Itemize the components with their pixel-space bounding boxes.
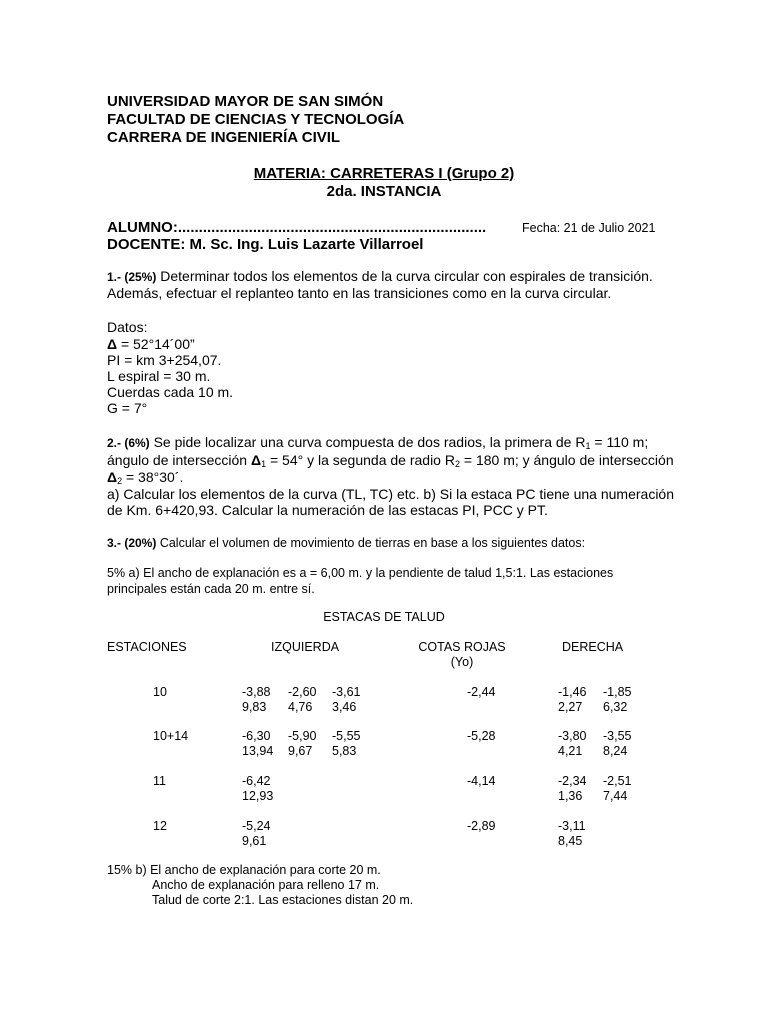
cell: 8,45 bbox=[558, 834, 583, 848]
cell: 4,21 bbox=[558, 744, 583, 758]
col-cotas: COTAS ROJAS bbox=[418, 640, 506, 654]
cell: -3,88 bbox=[242, 685, 271, 699]
cell: 13,94 bbox=[242, 744, 274, 758]
row-station: 10 bbox=[153, 685, 167, 699]
cell: -4,14 bbox=[467, 774, 496, 788]
cell: -3,80 bbox=[558, 729, 587, 743]
q1-datos-title: Datos: bbox=[107, 319, 148, 335]
teacher-name: DOCENTE: M. Sc. Ing. Luis Lazarte Villarroel bbox=[107, 236, 424, 253]
q3-para2: principales están cada 20 m. entre sí. bbox=[107, 582, 315, 596]
delta-symbol: Δ bbox=[107, 469, 118, 485]
cell: -1,46 bbox=[558, 685, 587, 699]
cell: -3,55 bbox=[603, 729, 632, 743]
q3-b-line2: Ancho de explanación para relleno 17 m. bbox=[152, 878, 380, 892]
q3-line1 bbox=[107, 535, 585, 551]
cell: -2,34 bbox=[558, 774, 587, 788]
q1-lespiral: L espiral = 30 m. bbox=[107, 368, 211, 384]
cell: -2,44 bbox=[467, 685, 496, 699]
exam-date: Fecha: 21 de Julio 2021 bbox=[522, 221, 656, 235]
cell: 4,76 bbox=[288, 700, 313, 714]
q3-b-line1: 15% b) El ancho de explanación para corte 20 m. bbox=[107, 863, 381, 877]
q2-delta1-sub: 1 bbox=[261, 459, 267, 469]
cell: 9,83 bbox=[242, 700, 267, 714]
cell: 1,36 bbox=[558, 789, 583, 803]
table-title: ESTACAS DE TALUD bbox=[323, 610, 445, 624]
cell: 9,61 bbox=[242, 834, 267, 848]
q3-b-line3: Talud de corte 2:1. Las estaciones distan 20 m. bbox=[152, 893, 414, 907]
q2-text1b: = 110 m; bbox=[590, 434, 649, 450]
cell: -5,28 bbox=[467, 729, 496, 743]
row-station: 11 bbox=[153, 774, 166, 788]
faculty-name: FACULTAD DE CIENCIAS Y TECNOLOGÍA bbox=[107, 111, 405, 128]
subject-title: MATERIA: CARRETERAS I (Grupo 2) bbox=[253, 165, 515, 182]
cell: -3,11 bbox=[558, 819, 586, 833]
cell: 12,93 bbox=[242, 789, 274, 803]
cell: 6,32 bbox=[603, 700, 628, 714]
instance-title: 2da. INSTANCIA bbox=[326, 183, 442, 200]
q1-delta bbox=[107, 336, 195, 353]
q2-label: 2.- (6%) bbox=[107, 436, 150, 450]
q2-text2a: ángulo de intersección bbox=[107, 452, 251, 468]
cell: 8,24 bbox=[603, 744, 628, 758]
q2-text1a: Se pide localizar una curva compuesta de dos radios, la primera de R bbox=[149, 434, 586, 450]
q2-line4: a) Calcular los elementos de la curva (TL, TC) etc. b) Si la estaca PC tiene una numeración bbox=[107, 486, 674, 502]
col-estaciones: ESTACIONES bbox=[107, 640, 187, 654]
cell: -5,55 bbox=[332, 729, 361, 743]
col-cotas-yo: (Yo) bbox=[450, 655, 474, 669]
col-izquierda: IZQUIERDA bbox=[271, 640, 340, 654]
q1-delta-value: = 52°14´00” bbox=[117, 336, 195, 352]
q1-line2: Además, efectuar el replanteo tanto en las transiciones como en la curva circular. bbox=[107, 285, 612, 301]
q3-para1: 5% a) El ancho de explanación es a = 6,00 m. y la pendiente de talud 1,5:1. Las estaciones bbox=[107, 566, 614, 580]
cell: 2,27 bbox=[558, 700, 583, 714]
cell: -2,60 bbox=[288, 685, 317, 699]
q1-line1 bbox=[107, 268, 653, 286]
q2-line5: de Km. 6+420,93. Calcular la numeración de las estacas PI, PCC y PT. bbox=[107, 502, 548, 518]
row-station: 10+14 bbox=[153, 729, 189, 743]
q2-text3: = 38°30´. bbox=[122, 469, 184, 485]
col-derecha: DERECHA bbox=[562, 640, 624, 654]
row-station: 12 bbox=[153, 819, 167, 833]
q3-text: Calcular el volumen de movimiento de tierras en base a los siguientes datos: bbox=[156, 536, 586, 550]
cell: -3,61 bbox=[332, 685, 361, 699]
cell: -2,89 bbox=[467, 819, 496, 833]
cell: -2,51 bbox=[603, 774, 632, 788]
q1-cuerdas: Cuerdas cada 10 m. bbox=[107, 384, 234, 400]
q2-sub2: 2 bbox=[454, 459, 460, 469]
cell: -5,24 bbox=[242, 819, 271, 833]
cell: -6,30 bbox=[242, 729, 271, 743]
cell: 3,46 bbox=[332, 700, 357, 714]
q2-line2 bbox=[107, 452, 674, 469]
q1-text1: Determinar todos los elementos de la curva circular con espirales de transición. bbox=[156, 268, 653, 284]
q2-line3 bbox=[107, 469, 183, 486]
student-field: ALUMNO:.......................................................................... bbox=[107, 219, 487, 236]
cell: -5,90 bbox=[288, 729, 317, 743]
q1-g: G = 7° bbox=[107, 400, 148, 416]
delta-symbol: Δ bbox=[107, 336, 118, 352]
cell: -1,85 bbox=[603, 685, 632, 699]
q2-line1 bbox=[107, 434, 648, 452]
university-name: UNIVERSIDAD MAYOR DE SAN SIMÓN bbox=[107, 93, 384, 110]
q1-pi: PI = km 3+254,07. bbox=[107, 352, 222, 368]
cell: 5,83 bbox=[332, 744, 357, 758]
cell: 7,44 bbox=[603, 789, 628, 803]
career-name: CARRERA DE INGENIERÍA CIVIL bbox=[107, 129, 341, 146]
q2-sub1: 1 bbox=[585, 441, 591, 451]
q1-label: 1.- (25%) bbox=[107, 270, 157, 284]
q2-delta2-sub: 2 bbox=[117, 476, 123, 486]
q2-text2b: = 54° y la segunda de radio R bbox=[266, 452, 455, 468]
cell: -6,42 bbox=[242, 774, 271, 788]
delta-symbol: Δ bbox=[251, 452, 262, 468]
q2-text2c: = 180 m; y ángulo de intersección bbox=[459, 452, 674, 468]
q3-label: 3.- (20%) bbox=[107, 536, 157, 550]
cell: 9,67 bbox=[288, 744, 313, 758]
